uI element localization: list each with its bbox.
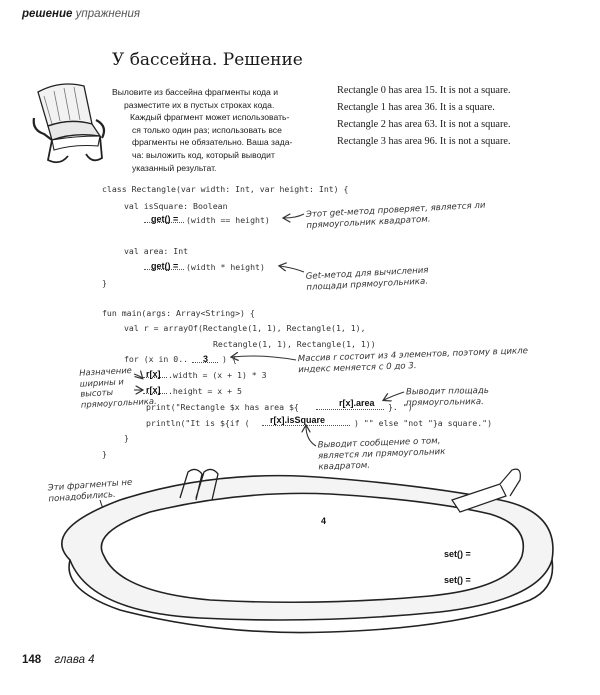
unused-fragment-4: 4 — [321, 516, 327, 526]
code-line: val r = arrayOf(Rectangle(1, 1), Rectangle(1, 1), — [124, 323, 366, 333]
instructions-line: ся только один раз; использовать все — [132, 124, 282, 135]
instructions-line: фрагменты не обязательно. Ваша зада- — [132, 137, 293, 148]
output-line: Rectangle 3 has area 96. It is not a square. — [337, 136, 511, 147]
answer-get1: get() = — [151, 214, 179, 224]
code-line: ) "" else "not "}a square.") — [354, 418, 493, 428]
code-line: } — [124, 433, 129, 443]
unused-fragment-set1: set() = — [444, 549, 471, 559]
answer-is-square: r[x].isSquare — [270, 415, 326, 425]
instructions-line: разместите их в пустых строках кода. — [124, 99, 275, 110]
note-width-height: Назначение ширины и высоты прямоугольника. — [78, 364, 157, 410]
code-line: .width = (x + 1) * 3 — [168, 370, 267, 380]
output-line: Rectangle 2 has area 63. It is not a square. — [337, 119, 511, 130]
code-line: .height = x + 5 — [168, 386, 242, 396]
instructions-line: Выловите из бассейна фрагменты кода и — [112, 87, 279, 97]
chapter-label: глава 4 — [54, 654, 95, 666]
code-line: (width == height) — [186, 215, 270, 225]
instructions-line: ча: выложить код, который выводит — [132, 149, 275, 160]
code-line: ) { — [222, 354, 237, 364]
note-unused-fragments: Эти фрагменты не понадобились. — [47, 477, 133, 505]
code-line: Rectangle(1, 1), Rectangle(1, 1)) — [213, 339, 376, 349]
pool-illustration — [62, 469, 553, 632]
instructions-line: указанный результат. — [132, 162, 217, 173]
code-line: fun main(args: Array<String>) { — [102, 308, 255, 318]
header-rest: упражнения — [75, 8, 140, 20]
code-line: print("Rectangle $x has area ${ — [146, 402, 299, 412]
note-area-getter: Get-метод для вычисления площади прямоугольника. — [305, 265, 429, 293]
answer-rx-height: r[x] — [146, 385, 161, 395]
header-bold: решение — [22, 8, 73, 20]
code-line: } — [102, 449, 107, 459]
note-is-square-getter: Этот get-метод проверяет, является ли прямоугольник квадратом. — [305, 200, 486, 232]
code-line: for (x in 0.. — [124, 354, 189, 364]
code-line: val isSquare: Boolean — [124, 201, 228, 211]
unused-fragment-set2: set() = — [444, 575, 471, 585]
answer-get2: get() = — [151, 261, 179, 271]
instructions-line: Каждый фрагмент может использовать- — [130, 112, 290, 123]
note-print-square: Выводит сообщение о том, является ли прямоугольник квадратом. — [317, 436, 446, 473]
code-line: println("It is ${if ( — [146, 418, 250, 428]
answer-area: r[x].area — [339, 398, 375, 408]
answer-range: 3 — [203, 354, 209, 364]
page-title: У бассейна. Решение — [112, 50, 303, 70]
output-line: Rectangle 0 has area 15. It is not a square. — [337, 85, 511, 96]
output-line: Rectangle 1 has area 36. It is a square. — [337, 102, 495, 113]
answer-rx-width: r[x] — [146, 369, 161, 379]
page-number: 148 — [22, 654, 42, 666]
code-line: (width * height) — [186, 262, 265, 272]
note-loop-range: Массив r состоит из 4 элементов, поэтому в цикле индекс меняется с 0 до 3. — [297, 346, 529, 376]
note-print-area: Выводит площадь прямоугольника. — [405, 385, 489, 409]
code-line: } — [102, 278, 107, 288]
code-line: class Rectangle(var width: Int, var height: Int) { — [102, 184, 349, 194]
page-footer — [22, 654, 95, 666]
code-line: }. ") — [388, 402, 413, 412]
code-line: val area: Int — [124, 246, 189, 256]
